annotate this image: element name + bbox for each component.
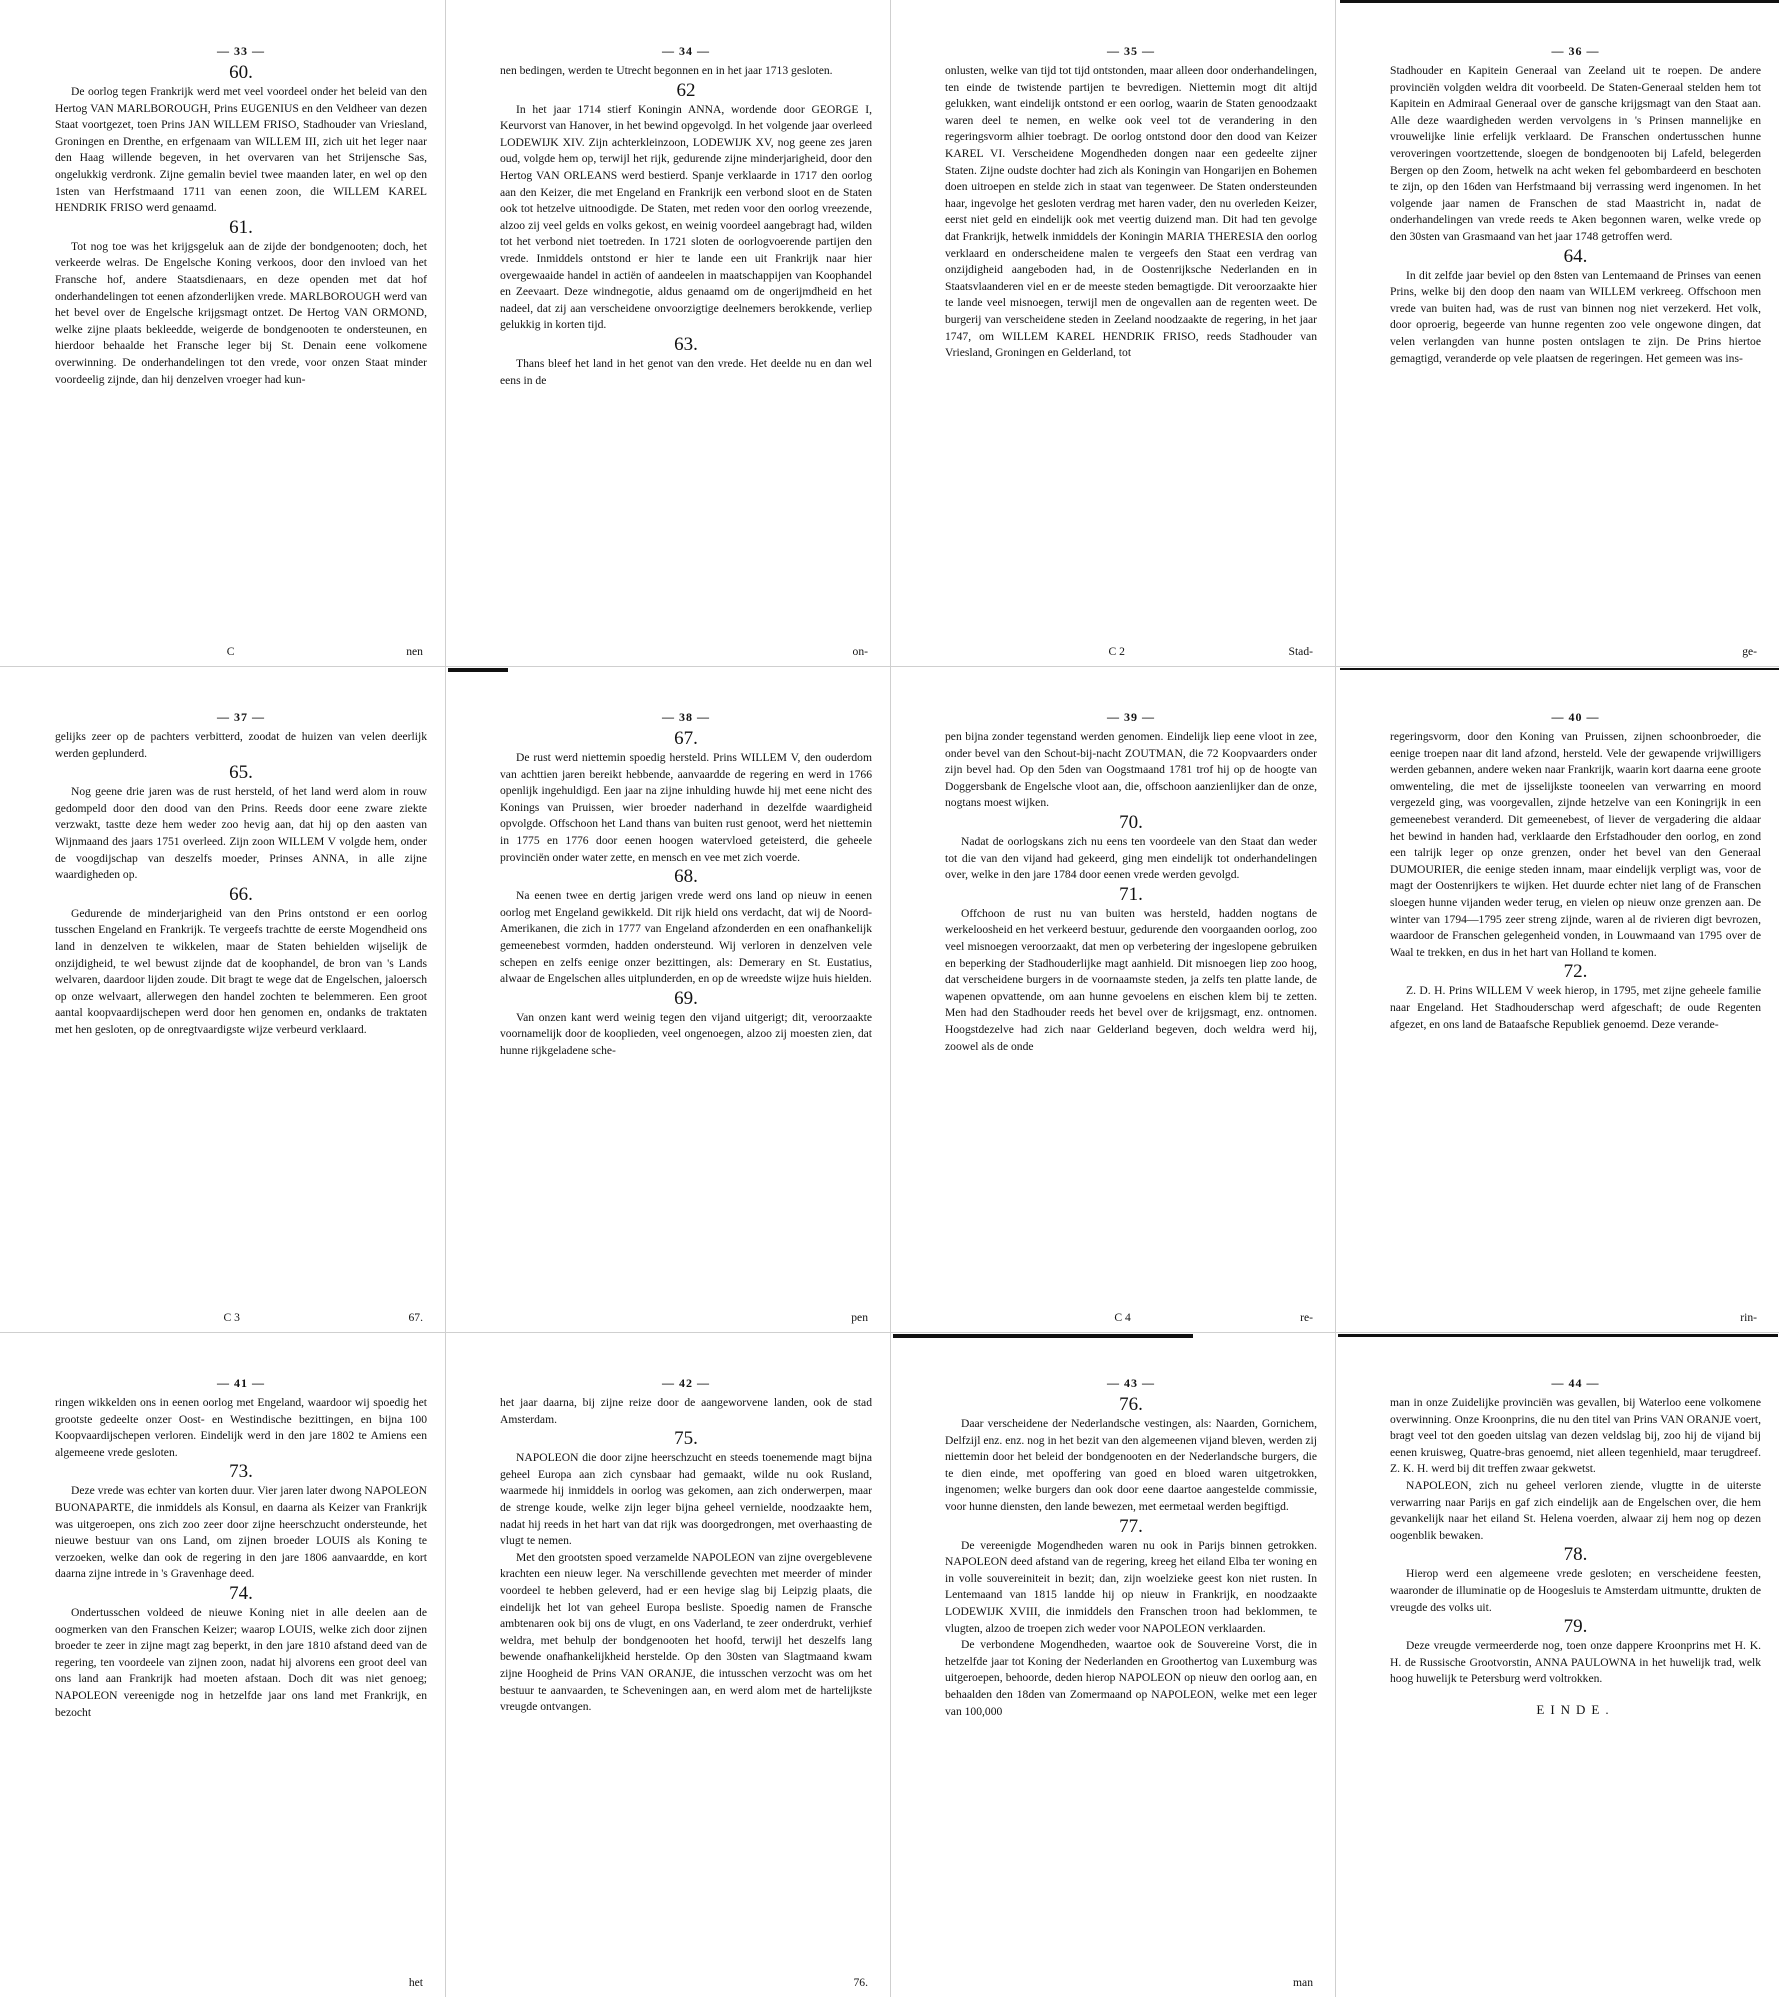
page-footer [500,1311,868,1324]
page-number: — 36 — [1551,44,1600,58]
paragraph: NAPOLEON, zich nu geheel verloren ziende, vlugtte in de uiterste verwarring naar Parijs en gaf zich eindelijk aan de Engelschen over, die hem gevankelijk naar het eiland St. Helena voerden, alwaar zij hem nog op dezen oogenblik bewaken. [1390,1478,1761,1542]
paragraph: man in onze Zuidelijke provinciën was gevallen, bij Waterloo eene volkomene overwinning. Onze Kroonprins, die nu den titel van Prins VAN ORANJE voert, bragt veel tot den goeden uitslag van dezen veldslag bij, zoo hij de vijand bij eenen kruisweg, Quatre-bras genoemd, niet alleen tegenhield, maar terugdreef. Z. K. H. werd bij dit treffen zwaar gekwetst. [1390,1396,1761,1476]
paragraph: Z. D. H. Prins WILLEM V week hierop, in 1795, met zijne geheele familie naar Engeland. Het Stadhouderschap werd afgeschaft; de oude Regenten afgezet, en ons land de Bataafsche Republiek genoemd. Deze verande- [1390,984,1761,1031]
footer-center: C [226,645,235,658]
book-page [445,1332,890,1997]
end-mark: EINDE. [1536,1701,1615,1717]
footer-right: het [408,1976,423,1989]
section-number: 68. [674,866,698,888]
scan-edge-mark [893,1334,1193,1338]
paragraph: In dit zelfde jaar beviel op den 8sten van Lentemaand de Prinses van eenen Prins, welke bij den doop den naam van WILLEM verkreeg. Offschoon men vrede van buiten had, was de rust van binnen nog niet verzekerd. Het volk, door oproerig, begeerde van hunne regenten zoo vele ongewone dingen, dat velen verlangden van hunne posten ontslagen te zijn. De Prins hiertoe gemagtigd, veranderde op vele plaatsen de regeringen. Het gemeen was ins- [1390,268,1761,365]
section-number: 62 [676,79,696,101]
section-number: 70. [1119,811,1143,833]
section-number: 65. [229,762,253,784]
footer-right: Stad- [1288,645,1313,658]
scan-edge-mark [1340,668,1779,670]
paragraph: Hierop werd een algemeene vrede gesloten; en verscheidene feesten, waaronder de illuminatie op de Hoogesluis te Amsterdam uitmuntte, drukten de vreugde des volks uit. [1390,1567,1761,1614]
footer-right: 67. [408,1311,423,1324]
page-divider [1335,0,1336,1997]
paragraph: De oorlog tegen Frankrijk werd met veel voordeel onder het beleid van den Hertog VAN MARLBOROUGH, Prins EUGENIUS en den Veldheer van dezen Staat voortgezet, toen Prins JAN WILLEM FRISO, Stadhouder van Vriesland, Groningen en Drenthe, en erfgenaam van WILLEM III, zich uit het leger naar den Haag willende begeven, in het overvaren van het Strijensche Sas, ongelukkig verdronk. Zijne gemalin beviel twee maanden later, en wel op den 1sten van Herfstmaand 1711 van eenen zoon, die WILLEM KAREL HENDRIK FRISO werd genaamd. [55,85,427,215]
page-footer [1390,1311,1757,1324]
book-page [1335,0,1779,666]
page-divider [445,0,446,1997]
paragraph: Deze vrede was echter van korten duur. Vier jaren later dwong NAPOLEON BUONAPARTE, die inmiddels als Konsul, en daarna als Keizer van Frankrijk was uitgeroepen, ons zich zoo zeer door zijne heerschzucht ondersteunde, het nieuwe bestuur van ons Land, om zijnen broeder LOUIS als Koning te verzoeken, welke dan ook de regering in den jare 1806 aanvaardde, en kort daarna zijne intrede in 's Gravenhage deed. [55,1484,427,1581]
book-page [445,666,890,1332]
footer-right: nen [406,645,423,658]
book-page [890,1332,1335,1997]
paragraph: NAPOLEON die door zijne heerschzucht en steeds toenemende magt bijna geheel Europa aan zich cynsbaar had gemaakt, wilde nu ook Rusland, waarmede hij inmiddels in oorlog was gekomen, aan zich onderwerpen, maar de strenge koude, welke zijn leger bijna geheel vernielde, noodzaakte hem, nadat hij reeds in het hart van dat rijk was doorgedrongen, met overhaasting de vlugt te nemen. [500,1451,872,1548]
paragraph: Thans bleef het land in het genot van den vrede. Het deelde nu en dan wel eens in de [500,356,872,387]
page-footer [55,645,423,658]
paragraph: Tot nog toe was het krijgsgeluk aan de zijde der bondgenooten; doch, het verkeerde welras. De Engelsche Koning verkoos, door den invloed van het Fransche hof, andere Staatsdienaars, en deze openden met dat hof onderhandelingen tot eenen afzonderlijken vrede. MARLBOROUGH werd van het bevel over de Engelsche krijgsmagt ontzet. De Hertog VAN ORMOND, welke zijne plaats bekleedde, weigerde de bondgenooten te ondersteunen, en hierdoor behaalde het Fransche leger bij St. Denain eene volkomene overwinning. De onderhandelingen tot den vrede, voor onzen Staat minder voordeelig zijnde, dan hij denzelven vroeger had kun- [55,239,427,386]
paragraph: Stadhouder en Kapitein Generaal van Zeeland uit te roepen. De andere provinciën volgden weldra dit voorbeeld. De Staten-Generaal stelden hem tot Kapitein en Admiraal Generaal over de gansche krijgsmagt van den Staat aan. Alle deze waardigheden werden vervolgens in 's Prinsen mannelijke en vrouwelijke linie erfelijk verklaard. De Franschen ondertusschen hunne veroveringen voortzettende, sloegen de bondgenooten bij Lafeld, belegerden Bergen op den Zoom, hetwelk na acht weken fel gebombardeerd en beschoten te zijn, op den 16den van Herfstmaand bij verrassing werd ingenomen. In het volgende jaar namen de Franschen de stad Maastricht in, nadat de onderhandelingen van vrede reeds te Aken begonnen waren, welke vrede op den 30sten van Grasmaand van het jaar 1748 getroffen werd. [1390,64,1761,243]
section-number: 67. [674,728,698,749]
paragraph: Gedurende de minderjarigheid van den Prins ontstond er een oorlog tusschen Engeland en Frankrijk. Te vergeefs trachtte de eerste Mogendheid ons land in denzelven te wikkelen, maar de Staten behielden wijselijk de onzijdigheid, te wel bewust zijnde dat de koophandel, de bron van 's Lands welvaren, daardoor lijden zoude. Dit bragt te wege dat de Engelschen, jaloersch op onze welvaart, allerwegen den handel zochten te belemmeren. Een groot aantal koopvaardijschepen werd door hen genomen en, ondanks de traktaten met hen gesloten, op de onregtvaardigste wijze verbeurd verklaard. [55,906,427,1036]
paragraph: De vereenigde Mogendheden waren nu ook in Parijs binnen getrokken. NAPOLEON deed afstand van de regering, kreeg het eiland Elba ter woning en in volle souvereiniteit in bezit; dan, zijn woelzieke geest kon niet rusten. In Lentemaand van 1815 landde hij op nieuw in Frankrijk, en noodzaakte LODEWIJK XVIII, die inmiddels den Franschen troon had beklommen, te vlugten, alzoo de troepen zich weder voor NAPOLEON verklaarden. [945,1538,1317,1635]
page-number: — 40 — [1551,710,1600,724]
section-number: 79. [1563,1616,1588,1638]
page-footer [500,645,868,658]
book-page [0,666,445,1332]
paragraph: nen bedingen, werden te Utrecht begonnen en in het jaar 1713 gesloten. [500,64,833,77]
page-number: — 34 — [662,44,710,58]
paragraph: Ondertusschen voldeed de nieuwe Koning niet in alle deelen aan de oogmerken van den Franschen Keizer; waarop LOUIS, welke zich door zijnen broeder te zeer in zijne magt zag beperkt, in den jare 1810 afstand deed van de regering, ten voordeele van zijnen zoon, nadat hij alvorens een groot deel van ons land aan Frankrijk had moeten afstaan. Doch dit was niet genoeg; NAPOLEON vereenigde nog in hetzelfde jaar ons land met Frankrijk, en bezocht [55,1605,427,1719]
paragraph: Van onzen kant werd weinig tegen den vijand uitgerigt; dit, veroorzaakte voornamelijk door de kooplieden, veel ongenoegen, alzoo zij moesten zien, dat hunne rijkgeladene sche- [500,1010,872,1057]
section-number: 63. [674,333,698,355]
paragraph: Offchoon de rust nu van buiten was hersteld, hadden nogtans de werkeloosheid en het verkeerd bestuur, gedurende den voorgaanden oorlog, zoo veel misnoegen veroorzaakt, dat men op verbetering der ingeslopene gebruiken en beperking der Stadhouderlijke magt aanhield. Dit misnoegen liep zoo hoog, dat verscheidene burgers in de voornaamste steden, ja zelfs ten platte lande, de wapenen opvattende, om aan hunne gevoelens en eischen klem bij te zetten. Men had den Stadhouder reeds het bevel over de krijgsmagt, enz. ontnomen. Hoogstdezelve had zich naar Gelderland begeven, doch weldra werd hij, zoowel als de onde [945,906,1317,1053]
section-number: 76. [1119,1394,1143,1415]
section-number: 74. [229,1582,253,1604]
section-number: 60. [229,62,253,83]
page-divider [0,1332,1779,1333]
page-footer [945,1311,1313,1324]
paragraph: onlusten, welke van tijd tot tijd ontstonden, maar alleen door onderhandelingen, ten einde de twistende partijen te bevredigen. Niettemin mogt dit altijd gelukken, want eindelijk ontstond er een oorlog, waarin de Staten genoodzaakt waren deel te nemen, en welke ook veel tot de verandering in den regeringsvorm alhier toebragt. De oorlog ontstond door den dood van Keizer KAREL VI. Verscheidene Mogendheden dongen naar een gedeelte zijner Staten. Zijne oudste dochter had zich als Koningin van Hongarijen en Bohemen doen uitroepen en stelde zich in staat van tegenweer. De Staten ondersteunden haar, ingevolge het gesloten verdrag met haren vader, den nu overleden Keizer, eerst niet geld en eindelijk ook met veertig duizend man. Dit had ten gevolge dat Frankrijk, hetwelk inmiddels der Koningin MARIA THERESIA den oorlog verklaard en onderscheidene malen te vergeefs den Staat een verdrag van onzijdigheid aangeboden had, in de Oostenrijksche Nederlanden en in Staatsvlaanderen viel en er de meeste steden bemagtigde. Dit veroorzaakte hier te lande veel misnoegen, terwijl men de ongevallen aan de regenten weet. De burgerij van verscheidene steden in Zeeland noodzaakte de regering, in het jaar 1747, om WILLEM KAREL HENDRIK FRISO, reeds Stadhouder van Vriesland, Groningen en Gelderland, tot [945,64,1317,360]
section-number: 61. [229,216,253,238]
footer-right: ge- [1742,645,1757,658]
paragraph: gelijks zeer op de pachters verbitterd, zoodat de huizen van velen deerlijk werden geplunderd. [55,730,427,760]
book-page [1335,1332,1779,1997]
page-number: — 35 — [1107,44,1155,58]
paragraph: pen bijna zonder tegenstand werden genomen. Eindelijk liep eene vloot in zee, onder bevel van den Schout-bij-nacht ZOUTMAN, die 72 Koopvaarders onder zijn bevel had. Op den 5den van Oogstmaand 1781 trof hij op de hoogte van Doggersbank de Engelsche vloot aan, die, offschoon aanzienlijker dan de onze, nogtans moest wijken. [945,730,1317,810]
page-number: — 44 — [1551,1376,1600,1390]
footer-center: C 2 [1108,645,1125,658]
section-number: 66. [229,883,253,905]
page-number: — 41 — [217,1376,265,1390]
paragraph: het jaar daarna, bij zijne reize door de aangeworvene landen, ook de stad Amsterdam. [500,1396,872,1426]
scan-edge-mark [448,668,508,672]
scan-edge-mark [1338,1334,1778,1337]
paragraph: Na eenen twee en dertig jarigen vrede werd ons land op nieuw in eenen oorlog met Engeland gewikkeld. Dit rijk hield ons verdacht, dat wij de Noord-Amerikanen, die zich in 1777 van Engeland afzonderden en een onafhankelijk gemeenebest vormden, hadden ondersteund. Wij verloren in denzelven vele schepen en zelfs eenige onzer bezittingen, als: Demerary en St. Eustatius, alwaar de Engelschen alles uitplunderden, en op de wreedste wijze huis hielden. [500,889,872,986]
footer-center: C 4 [1114,1311,1131,1324]
page-divider [890,0,891,1997]
section-number: 77. [1119,1515,1143,1537]
paragraph: Nog geene drie jaren was de rust hersteld, of het land werd alom in rouw gedompeld door den dood van den Prins. Reeds door eene zware ziekte verzwakt, tastte deze hem weder zoo hevig aan, dat hij op den aasten van Wijnmaand des jaars 1751 overleed. Zijn zoon WILLEM V volgde hem, onder de voogdijschap van deszelfs moeder, Prinses ANNA, in alle zijne waardigheden op. [55,785,427,882]
footer-right: rin- [1740,1311,1757,1324]
page-footer [945,1976,1313,1989]
paragraph: Nadat de oorlogskans zich nu eens ten voordeele van den Staat dan weder tot die van den vijand had gekeerd, ging men eindelijk tot onderhandelingen over, welke in den jare 1784 door eenen vrede werden gevolgd. [945,834,1317,882]
footer-right: pen [851,1311,868,1324]
scan-edge-mark [1340,0,1779,3]
page-number: — 38 — [662,710,710,724]
section-number: 72. [1563,961,1588,983]
section-number: 73. [229,1461,253,1483]
page-footer [1390,645,1757,658]
book-page [890,0,1335,666]
book-page [890,666,1335,1332]
page-number: — 43 — [1107,1376,1155,1390]
paragraph: Met den grootsten spoed verzamelde NAPOLEON van zijne overgeblevene krachten een nieuw leger. Na verschillende gevechten met meerder of minder voordeel te hebben geleverd, had er een hevige slag bij Leipzig plaats, die eindelijk het lot van geheel Europa besliste. Spoedig namen de Fransche ambtenaren ook bij ons de vlugt, en ons Vaderland, te zeer onderdrukt, verhief weldra, met behulp der bondgenooten het hoofd, terwijl het deszelfs lang bewende onafhankelijkheid herstelde. Op den 30sten van Slagtmaand kwam zijne Hoogheid de Prins VAN ORANJE, die intusschen verzocht was om het bestuur te aanvaarden, te Scheveningen aan, en werd alom met de hartelijkste vreugde ontvangen. [500,1550,872,1714]
footer-right: re- [1300,1311,1313,1324]
footer-right: man [1293,1976,1313,1989]
book-page [0,1332,445,1997]
page-number: — 37 — [217,710,265,724]
page-footer [55,1311,423,1324]
page-number: — 33 — [217,44,265,58]
page-number: — 42 — [662,1376,710,1390]
section-number: 69. [674,987,698,1009]
footer-right: on- [852,645,868,658]
paragraph: Daar verscheidene der Nederlandsche vestingen, als: Naarden, Gornichem, Delfzijl enz. enz. nog in het bezit van den algemeenen vijand bleven, werden zij niettemin door het beleid der bondgenooten en der Nederlandsche burgers, die te dien einde, met opoffering van goed en bloed waren uitgetrokken, ingenomen; welke burgers dan ook door eene daartoe aangestelde commissie, voor hunne diensten, den lande bewezen, met eermetaal werden begiftigd. [945,1417,1317,1513]
section-number: 75. [674,1428,698,1450]
paragraph: Deze vreugde vermeerderde nog, toen onze dappere Kroonprins met H. K. H. de Russische Grootvorstin, ANNA PAULOWNA in het huwelijk trad, welk hoog huwelijk te Petersburg werd voltrokken. [1390,1639,1761,1686]
book-page [1335,666,1779,1332]
footer-center: C 3 [223,1311,240,1324]
page-footer [945,645,1313,658]
section-number: 64. [1563,245,1588,267]
page-footer [500,1976,868,1989]
paragraph: ringen wikkelden ons in eenen oorlog met Engeland, waardoor wij spoedig het grootste gedeelte onzer Oost- en Westindische bezittingen, en bijna 100 Koopvaardijschepen verloren. Eindelijk werd in den jare 1802 te Amiens een algemeene vrede gesloten. [55,1396,427,1459]
paragraph: In het jaar 1714 stierf Koningin ANNA, wordende door GEORGE I, Keurvorst van Hanover, in het bewind opgevolgd. In het volgende jaar overleed LODEWIJK XIV. Zijn achterkleinzoon, LODEWIJK XV, nog geene zes jaren oud, volgde hem op, terwijl het rijk, gedurende zijne minderjarigheid, door den Hertog VAN ORLEANS werd bestierd. Spanje verklaarde in 1717 den oorlog aan den Keizer, die met Engeland en Frankrijk een verbond sloot en de Staten ook tot hetzelve uitnoodigde. De Staten, met reden voor den oorlog vreezende, alzoo zij veel gelds en volks gekost, en weinig voordeel aangebragt had, wilden tot het verbond niet toetreden. In 1721 sloten de oorlogvoerende partijen den vrede. Inmiddels ontstond er hier te lande een uit Frankrijk naar hier overgewaaide handel in actiën of aandeelen in maatschappijen van Koophandel en Zeevaart. Deze windnegotie, aldus genaamd om de ongerijmdheid en het nadeel, dat zij aan verscheidene onvoorzigtige deelnemers berokkende, verliep gelukkig in korten tijd. [500,102,872,332]
page-footer [55,1976,423,1989]
paragraph: De verbondene Mogendheden, waartoe ook de Souvereine Vorst, die in hetzelfde jaar tot Koning der Nederlanden en Groothertog van Luxemburg was uitgeroepen, behoorde, deden hierop NAPOLEON op nieuw den oorlog aan, en behaalden den 18den van Zomermaand op NAPOLEON, welke met een leger van 100,000 [945,1638,1317,1718]
footer-right: 76. [853,1976,868,1989]
paragraph: De rust werd niettemin spoedig hersteld. Prins WILLEM V, den ouderdom van achttien jaren bereikt hebbende, aanvaardde de regering en werd in 1766 openlijk ingehuldigd. Een jaar na zijne inhulding huwde hij met eene nicht des Konings van Pruissen, wier broeder naderhand in dezelfde waardigheid opvolgde. Offschoon het Land thans van buiten rust genoot, werd het niettemin in 1775 en 1776 door eenen hoogen watervloed geteisterd, die geheele provinciën onder water zette, en mensch en vee met zich voerde. [500,751,872,864]
paragraph: regeringsvorm, door den Koning van Pruissen, zijnen schoonbroeder, die eenige troepen naar dit land afzond, hersteld. Vele der gewapende vrijwilligers werden gebannen, andere weken naar Frankrijk, waarin kort daarna eene groote omwenteling, die met de ijsselijkste tooneelen van verwarring en moord vergezeld ging, was voorgevallen, zijnde hetzelve van een Koningrijk in een gemeenebest veranderd. Dit gemeenebest, of liever de vergadering die aldaar het bewind in handen had, verklaarde den Erfstadhouder den oorlog, en zond een talrijk leger op onze grenzen, onder het bevel van den Generaal DUMOURIER, die eenige steden innam, maar eindelijk verpligt was, voor de magt der Oostenrijkers te wijken. Het duurde echter niet lang of de Franschen sloegen hunne vijanden weder terug, en vielen op nieuw onze grenzen aan. De winter van 1794—1795 zeer streng zijnde, waren al de rivieren digt bevrozen, waardoor de Franschen gelegenheid vonden, in Louwmaand van 1795 over de Waal te trekken, en dus in het hart van Holland te komen. [1390,730,1761,959]
page-divider [0,666,1779,667]
section-number: 78. [1563,1544,1588,1566]
section-number: 71. [1119,883,1143,905]
book-page [0,0,445,666]
book-page [445,0,890,666]
page-number: — 39 — [1107,710,1155,724]
